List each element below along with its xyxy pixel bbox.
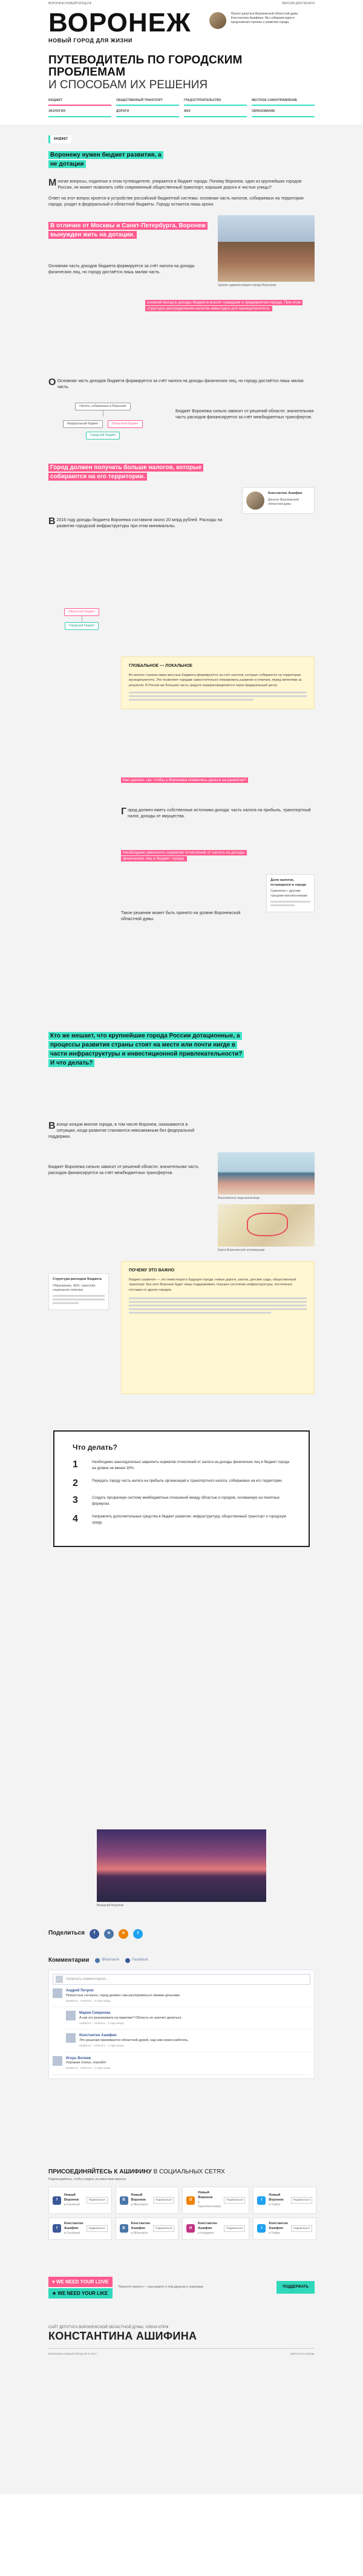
subscribe-button[interactable]: Подписаться bbox=[291, 2225, 312, 2232]
note-body: Во многих странах мира местные бюджеты формируются за счёт налогов, которые собираются на территории муниципалитета. Это позволяет городам самостоятельно планировать развитие и отвечать перед жителями за результат. В России же большая часть средств перераспределяется через федеральный центр. bbox=[129, 673, 302, 687]
photo-caption: Здание администрации города Воронежа bbox=[218, 283, 276, 287]
todo-item bbox=[73, 1496, 290, 1507]
share-facebook-button[interactable]: f bbox=[90, 1929, 99, 1939]
paragraph-text: Ответ на этот вопрос кроется в устройстве российской бюджетной системы: основная часть налогов, собираемых на территории города, уходит в федеральный и областной бюджеты. Городу остаются лишь крохи. bbox=[48, 196, 304, 207]
highlight-quote bbox=[48, 221, 206, 239]
topbar bbox=[0, 0, 363, 8]
scheme-regional-2: Областной бюджет bbox=[64, 608, 99, 616]
paragraph bbox=[48, 1122, 206, 1140]
instagram-icon: И bbox=[186, 2224, 195, 2233]
side-card-text: Сравнение с другими городами-миллионниками bbox=[270, 889, 307, 898]
todo-number: 1 bbox=[73, 1459, 78, 1470]
comment-text: Это решение принимается областной думой, над ним нужно работать. bbox=[79, 2039, 189, 2043]
todo-number: 4 bbox=[73, 1514, 78, 1525]
side-card-text: Образование, ЖКХ, транспорт, социальная политика bbox=[53, 1283, 96, 1292]
commenter-avatar[interactable] bbox=[53, 2056, 62, 2066]
facebook-icon: f bbox=[53, 2196, 61, 2205]
todo-text: Создать прозрачную систему межбюджетных отношений между областью и городом, основанную на понятных формулах. bbox=[92, 1496, 280, 1506]
todo-text: Необходимо законодательно закрепить норматив отчислений от налога на доходы физических лиц в бюджет города на уровне не менее 30%. bbox=[92, 1460, 290, 1470]
ok-icon: О bbox=[186, 2196, 195, 2205]
map-caption: Карта Воронежской агломерации bbox=[218, 1248, 265, 1252]
todo-number: 2 bbox=[73, 1478, 78, 1489]
what-to-do-box bbox=[53, 1430, 310, 1547]
drop-cap: М bbox=[48, 177, 57, 188]
scheme-city: Городской бюджет bbox=[86, 432, 120, 440]
comment-item bbox=[66, 2007, 310, 2029]
paragraph-text: Основная часть доходов бюджета формируется за счёт налога на доходы физических лиц, но городу достаётся лишь малая часть. bbox=[48, 264, 195, 274]
section-tag: БЮДЖЕТ bbox=[48, 135, 71, 143]
tab-vk-comments[interactable]: ВКонтакте bbox=[95, 1958, 119, 1963]
note-title: ГЛОБАЛЬНОЕ — ЛОКАЛЬНОЕ bbox=[129, 663, 192, 668]
comments-header bbox=[48, 1956, 315, 1965]
join-subtitle: Подписывайтесь, чтобы следить за новостями проекта bbox=[48, 2178, 126, 2182]
share-bar bbox=[48, 1929, 315, 1939]
thumb-icon: ★ bbox=[52, 2290, 57, 2296]
nav-item-selfgov[interactable]: МЕСТНОЕ САМОУПРАВЛЕНИЕ bbox=[252, 97, 315, 106]
nav-item-ecology[interactable]: ЭКОЛОГИЯ bbox=[48, 108, 111, 117]
author-photo bbox=[246, 492, 264, 510]
support-banner bbox=[48, 2277, 315, 2299]
photo-block bbox=[97, 1829, 266, 1908]
facebook-icon: f bbox=[53, 2224, 61, 2233]
commenter-name[interactable]: Мария Смирнова bbox=[79, 2011, 111, 2016]
scheme-regional: Областной бюджет bbox=[108, 420, 143, 428]
site-logo[interactable]: ВОРОНЕЖ bbox=[48, 8, 191, 37]
author-intro-text: Проект депутата Воронежской областной думы Константина Ашифина. Мы собираем идеи и предложения горожан о развитии города. bbox=[231, 12, 298, 24]
highlight-quote bbox=[48, 463, 206, 481]
key-question-text: Кто же мешает, что крупнейшие города России дотационные, а процессы развития страны стоят на месте или почти нигде в части инфраструктуры и инвестиционной привлекательности? И что делать? bbox=[48, 1032, 244, 1067]
twitter-icon: t bbox=[257, 2224, 266, 2233]
social-card[interactable]: В Новый Воронеж в ВКонтакте Подписаться bbox=[116, 2187, 179, 2213]
paragraph-text: Такое решение может быть принято на уровне Воронежской областной думы. bbox=[121, 910, 241, 921]
comment-text: А как это реализовать на практике? Область не захочет делиться. bbox=[79, 2016, 182, 2020]
footer-row bbox=[48, 2352, 315, 2357]
agglomeration-map[interactable] bbox=[218, 1204, 315, 1247]
join-social bbox=[48, 2168, 315, 2240]
tab-fb-comments[interactable]: Facebook bbox=[125, 1958, 148, 1963]
info-note bbox=[121, 657, 315, 710]
paragraph bbox=[175, 409, 315, 421]
highlight-text: Город должен получать больше налогов, которые собираются на его территории. bbox=[48, 464, 203, 481]
vk-icon: В bbox=[120, 2224, 128, 2233]
todo-item bbox=[73, 1460, 290, 1471]
comments-widget bbox=[48, 1970, 315, 2079]
paragraph bbox=[48, 1164, 206, 1176]
comment-meta[interactable]: Нравится · Ответить · 2 года назад bbox=[66, 1999, 111, 2002]
social-card[interactable]: t Новый Воронеж в Twitter Подписаться bbox=[253, 2187, 316, 2213]
todo-item bbox=[73, 1479, 290, 1488]
comment-item bbox=[53, 2052, 310, 2075]
paragraph bbox=[48, 378, 315, 391]
site-tagline: НОВЫЙ ГОРОД ДЛЯ ЖИЗНИ bbox=[48, 37, 132, 44]
todo-text: Направлять дополнительные средства в бюджет развития: инфраструктуру, общественный транспорт и городскую среду. bbox=[92, 1515, 287, 1525]
paragraph bbox=[121, 808, 315, 820]
budget-scheme-diagram bbox=[48, 608, 115, 631]
highlight-text: Необходимо увеличить норматив отчислений от налога на доходы физических лиц в бюджет города. bbox=[121, 850, 247, 861]
comment-text: Полностью согласен, город должен сам распоряжаться своими деньгами. bbox=[66, 1993, 181, 1997]
comment-item bbox=[66, 2029, 310, 2052]
note-body: Бюджет развития — это инвестиции в будущее города: новые дороги, школы, детские сады, общественный транспорт. Без него Воронеж будет лишь поддерживать текущее состояние инфраструктуры, постепенно отставая от других городов. bbox=[129, 1277, 296, 1292]
social-card[interactable]: f Константин Ашифин в Facebook Подписаться bbox=[48, 2218, 112, 2240]
reservoir-photo bbox=[218, 1152, 315, 1195]
paragraph-text: конце концов многие города, в том числе Воронеж, оказываются в ситуации, когда развитие становится невозможным без федеральной поддержки. bbox=[48, 1122, 195, 1139]
print-link[interactable]: ВЕРСИЯ ДЛЯ ПЕЧАТИ bbox=[282, 2, 315, 6]
side-info-card bbox=[266, 874, 315, 912]
todo-item bbox=[73, 1514, 290, 1526]
social-card[interactable]: f Новый Воронеж в Facebook Подписаться bbox=[48, 2187, 112, 2213]
drop-cap: Г bbox=[121, 806, 127, 817]
author-avatar bbox=[209, 12, 226, 29]
photo-block bbox=[218, 1152, 315, 1253]
paragraph bbox=[121, 910, 260, 923]
highlight-quote bbox=[121, 777, 315, 784]
page-subtitle: И СПОСОБАМ ИХ РЕШЕНИЯ bbox=[48, 79, 208, 92]
author-intro bbox=[209, 12, 306, 29]
info-note bbox=[121, 1261, 315, 1394]
brand-header bbox=[0, 8, 363, 45]
paragraph-text: ород должен иметь собственные источники дохода: часть налога на прибыль, транспортный налог, доходы от имущества. bbox=[128, 808, 311, 819]
commenter-avatar[interactable] bbox=[66, 2033, 76, 2043]
author-role: Депутат Воронежской областной думы bbox=[268, 498, 299, 506]
nav-item-transport[interactable]: ОБЩЕСТВЕННЫЙ ТРАНСПОРТ bbox=[116, 97, 179, 106]
feedback-link[interactable]: ОБРАТНАЯ СВЯЗЬ bbox=[290, 2352, 315, 2356]
comment-item bbox=[53, 1985, 310, 2007]
topic-nav bbox=[48, 97, 315, 117]
drop-cap: В bbox=[48, 1120, 56, 1131]
lead-paragraph bbox=[48, 179, 315, 191]
photo-caption: Воронежское водохранилище bbox=[218, 1196, 260, 1200]
nav-item-budget[interactable]: БЮДЖЕТ bbox=[48, 97, 111, 106]
photo-block bbox=[218, 215, 315, 288]
paragraph-text: Бюджет Воронежа сильно зависит от решений области: значительная часть расходов финансируется за счёт межбюджетных трансфертов. bbox=[175, 409, 314, 420]
subscribe-button[interactable]: Подписаться bbox=[291, 2197, 312, 2204]
subscribe-button[interactable]: Подписаться bbox=[87, 2197, 108, 2204]
footer-name: КОНСТАНТИНА АШИФИНА bbox=[48, 2330, 197, 2343]
highlight-text: Как сделать так, чтобы у Воронежа появились деньги на развитие? bbox=[121, 777, 248, 783]
highlight-list bbox=[121, 850, 260, 862]
side-highlight-text: сновной вклад в доходы бюджета вносят граждане и предприятия города. При этом структура распределения налогов невыгодна для муниципалитета. bbox=[145, 300, 302, 311]
paragraph-text: 2016 году доходы бюджета Воронежа составили около 20 млрд рублей. Расходы на развитие городской инфраструктуры при этом минимальны. bbox=[56, 517, 223, 528]
support-button[interactable]: ПОДДЕРЖАТЬ bbox=[276, 2281, 315, 2294]
join-title: ПРИСОЕДИНЯЙТЕСЬ К АШИФИНУ В СОЦИАЛЬНЫХ СЕТЯХ bbox=[48, 2168, 225, 2175]
comment-placeholder: Написать комментарий... bbox=[66, 1977, 109, 1981]
evening-city-photo bbox=[97, 1829, 266, 1902]
author-name[interactable]: Константин Ашифин bbox=[268, 491, 302, 495]
side-info-card bbox=[48, 1273, 109, 1310]
nav-item-roads[interactable]: ДОРОГИ bbox=[116, 108, 179, 117]
commenter-name[interactable]: Игорь Волков bbox=[66, 2056, 91, 2060]
city-hall-photo bbox=[218, 215, 315, 282]
subscribe-button[interactable]: Подписаться bbox=[153, 2225, 174, 2232]
social-cards bbox=[48, 2187, 315, 2240]
headline-text: Воронежу нужен бюджет развития, а не дотации bbox=[48, 151, 163, 168]
share-title: Поделиться bbox=[48, 1930, 85, 1937]
comment-meta[interactable]: Нравится · Ответить · 2 года назад bbox=[79, 2021, 124, 2025]
heart-icon: ♥ bbox=[52, 2279, 55, 2285]
side-card-title: Доля налогов, остающихся в городе bbox=[270, 878, 307, 887]
scheme-top: Налоги, собираемые в Воронеже bbox=[75, 403, 130, 410]
share-vk-button[interactable]: в bbox=[104, 1929, 114, 1939]
social-card[interactable]: И Константин Ашифин в Instagram Подписаться bbox=[182, 2218, 249, 2240]
love-badge: ♥ WE NEED YOUR LOVE bbox=[48, 2277, 113, 2287]
what-to-do-title: Что делать? bbox=[73, 1442, 117, 1452]
commenter-avatar[interactable] bbox=[66, 2011, 76, 2020]
lead-text: ногие вопросы, поднятые в этом путеводителе, упираются в бюджет города. Почему Воронеж, один из крупнейших городов России, не может позволить себе современный общественный транспорт, хорошие дороги и чистые улицы? bbox=[57, 179, 302, 190]
photo-caption: Вечерний Воронеж bbox=[97, 1903, 124, 1907]
highlight-text: В отличие от Москвы и Санкт-Петербурга, Воронеж вынужден жить на дотации. bbox=[48, 222, 208, 239]
scheme-federal: Федеральный бюджет bbox=[63, 420, 102, 428]
nav-item-housing[interactable]: ЖКХ bbox=[184, 108, 247, 117]
subscribe-button[interactable]: Подписаться bbox=[153, 2197, 174, 2204]
tax-scheme-diagram bbox=[48, 403, 157, 440]
social-card[interactable]: t Константин Ашифин в Twitter Подписаться bbox=[253, 2218, 316, 2240]
comment-input[interactable] bbox=[53, 1974, 310, 1985]
paragraph bbox=[48, 517, 230, 530]
twitter-icon: t bbox=[257, 2196, 266, 2205]
page-title: ПУТЕВОДИТЕЛЬ ПО ГОРОДСКИМ ПРОБЛЕМАМ bbox=[48, 54, 243, 79]
subscribe-button[interactable]: Подписаться bbox=[224, 2197, 245, 2204]
commenter-avatar[interactable] bbox=[53, 1988, 62, 1998]
note-title: ПОЧЕМУ ЭТО ВАЖНО bbox=[129, 1268, 175, 1273]
side-card-title: Структура расходов бюджета bbox=[53, 1277, 102, 1281]
site-url[interactable]: ВОРОНЕЖ.НОВЫЙГОРОД.РФ bbox=[48, 2, 92, 6]
paragraph-text: Бюджет Воронежа сильно зависит от решений области: значительная часть расходов финансируется за счёт межбюджетных трансфертов. bbox=[48, 1164, 199, 1175]
paragraph bbox=[48, 196, 315, 208]
support-text: Помогите проекту — расскажите о нём друзьям и знакомым bbox=[118, 2285, 203, 2289]
side-highlight bbox=[145, 300, 315, 312]
vk-icon bbox=[95, 1958, 100, 1963]
drop-cap: О bbox=[48, 377, 56, 388]
footer-copyright: ВОРОНЕЖ.НОВЫЙГОРОД.РФ © 2017 bbox=[48, 2352, 97, 2356]
vk-icon: В bbox=[120, 2196, 128, 2205]
nav-item-education[interactable]: ОБРАЗОВАНИЕ bbox=[252, 108, 315, 117]
share-ok-button[interactable]: о bbox=[119, 1929, 128, 1939]
paragraph-text: Основная часть доходов бюджета формируется за счёт налога на доходы физических лиц, но городу достаётся лишь малая часть. bbox=[57, 378, 304, 389]
comments-title: Комментарии bbox=[48, 1956, 90, 1964]
scheme-city-2: Городской бюджет bbox=[65, 622, 99, 630]
commenter-name[interactable]: Константин Ашифин bbox=[79, 2034, 117, 2038]
subscribe-button[interactable]: Подписаться bbox=[87, 2225, 108, 2232]
article-headline bbox=[48, 151, 169, 169]
comment-text: Хорошая статья, спасибо! bbox=[66, 2061, 106, 2065]
like-badge: ★ WE NEED YOUR LIKE bbox=[48, 2288, 113, 2299]
footer-subtitle: САЙТ ДЕПУТАТА ВОРОНЕЖСКОЙ ОБЛАСТНОЙ ДУМЫ, ЧЛЕНА КПРФ bbox=[48, 2325, 169, 2329]
share-twitter-button[interactable]: t bbox=[133, 1929, 143, 1939]
comment-meta[interactable]: Нравится · Ответить · 2 года назад bbox=[66, 2066, 111, 2070]
commenter-name[interactable]: Андрей Петров bbox=[66, 1989, 94, 1993]
social-card[interactable]: В Константин Ашифин в ВКонтакте Подписаться bbox=[116, 2218, 179, 2240]
subscribe-button[interactable]: Подписаться bbox=[224, 2225, 245, 2232]
drop-cap: В bbox=[48, 516, 56, 527]
article bbox=[0, 125, 363, 2494]
paragraph bbox=[48, 264, 206, 276]
key-question bbox=[48, 1031, 248, 1068]
nav-item-urban[interactable]: ГРАДОСТРОИТЕЛЬСТВО bbox=[184, 97, 247, 106]
facebook-icon bbox=[125, 1958, 130, 1963]
comment-meta[interactable]: Нравится · Ответить · 2 года назад bbox=[79, 2044, 124, 2048]
social-card[interactable]: О Новый Воронеж в Одноклассниках Подписаться bbox=[182, 2187, 249, 2213]
author-card bbox=[242, 487, 315, 514]
todo-number: 3 bbox=[73, 1495, 78, 1506]
footer bbox=[48, 2325, 315, 2357]
todo-text: Передать городу часть налога на прибыль организаций и транспортного налога, собираемых на его территории. bbox=[92, 1479, 283, 1484]
comments-section bbox=[48, 1956, 315, 2079]
user-avatar bbox=[56, 1976, 63, 1983]
